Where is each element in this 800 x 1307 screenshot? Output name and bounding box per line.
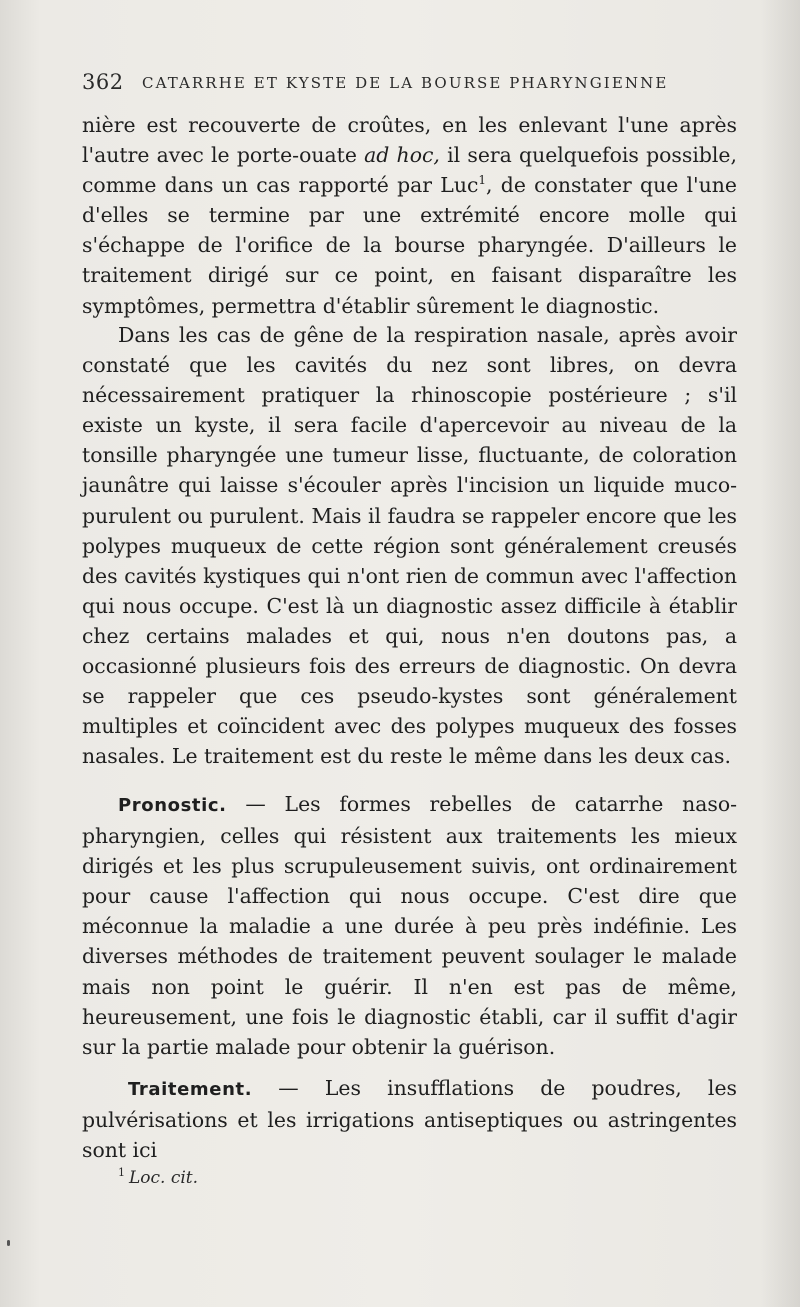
- page-number: 362: [82, 70, 124, 94]
- paragraph-text: , de constater que l'une d'elles se termine par une extrémité encore molle qui s'échappe de l'orifice de la bourse pharyngée. D'ailleurs le traitement dirigé sur ce point, en faisant disparaître les symptômes, permettra d'établir sûrement le diagnostic.: [82, 173, 737, 318]
- page-header: [82, 68, 742, 98]
- paragraph-text: — Les insufflations de poudres, les pulvérisations et les irrigations antiseptiques ou astringentes sont ici: [82, 1076, 737, 1163]
- paragraph-pronostic: [82, 789, 737, 1062]
- paragraph-continuation: [82, 110, 737, 321]
- paper-speck: [7, 1240, 10, 1246]
- footnote-mark: 1: [118, 1166, 125, 1179]
- section-heading-traitement: Traitement.: [128, 1079, 253, 1100]
- paragraph-text: — Les formes rebelles de catarrhe naso-pharyngien, celles qui résistent aux traitements les mieux dirigés et les plus scrupuleusement suivis, ont ordinairement pour cause l'affection qui nous occupe. C'est dire que méconnue la maladie a une durée à peu près indéfinie. Les diverses méthodes de traitement peuvent soulager le malade mais non point le guérir. Il n'en est pas de même, heureusement, une fois le diagnostic établi, car il suffit d'agir sur la partie malade pour obtenir la guérison.: [82, 792, 737, 1059]
- footnote-reference: 1: [478, 173, 487, 188]
- italic-phrase: ad hoc,: [364, 143, 440, 168]
- paragraph-traitement: [82, 1073, 737, 1165]
- paragraph-text: il sera quelquefois possible, comme dans un cas rapporté par Luc: [82, 143, 737, 198]
- section-heading-pronostic: Pronostic.: [118, 795, 227, 816]
- running-title: CATARRHE ET KYSTE DE LA BOURSE PHARYNGIENNE: [142, 74, 669, 92]
- footnote: [118, 1166, 198, 1188]
- paragraph-text: nière est recouverte de croûtes, en les enlevant l'une après l'autre avec le porte-ouate: [82, 113, 737, 168]
- paragraph-diagnostic: Dans les cas de gêne de la respiration nasale, après avoir constaté que les cavités du nez sont libres, on devra nécessairement pratiquer la rhinoscopie postérieure ; s'il existe un kyste, il sera facile d'apercevoir au niveau de la tonsille pharyngée une tumeur lisse, fluctuante, de coloration jaunâtre qui laisse s'écouler après l'incision un liquide muco-purulent ou purulent. Mais il faudra se rappeler encore que les polypes muqueux de cette région sont généralement creusés des cavités kystiques qui n'ont rien de commun avec l'affection qui nous occupe. C'est là un diagnostic assez difficile à établir chez certains malades et qui, nous n'en doutons pas, a occasionné plusieurs fois des erreurs de diagnostic. On devra se rappeler que ces pseudo-kystes sont généralement multiples et coïncident avec des polypes muqueux des fosses nasales. Le traitement est du reste le même dans les deux cas.: [82, 323, 737, 769]
- footnote-text: Loc. cit.: [129, 1168, 199, 1188]
